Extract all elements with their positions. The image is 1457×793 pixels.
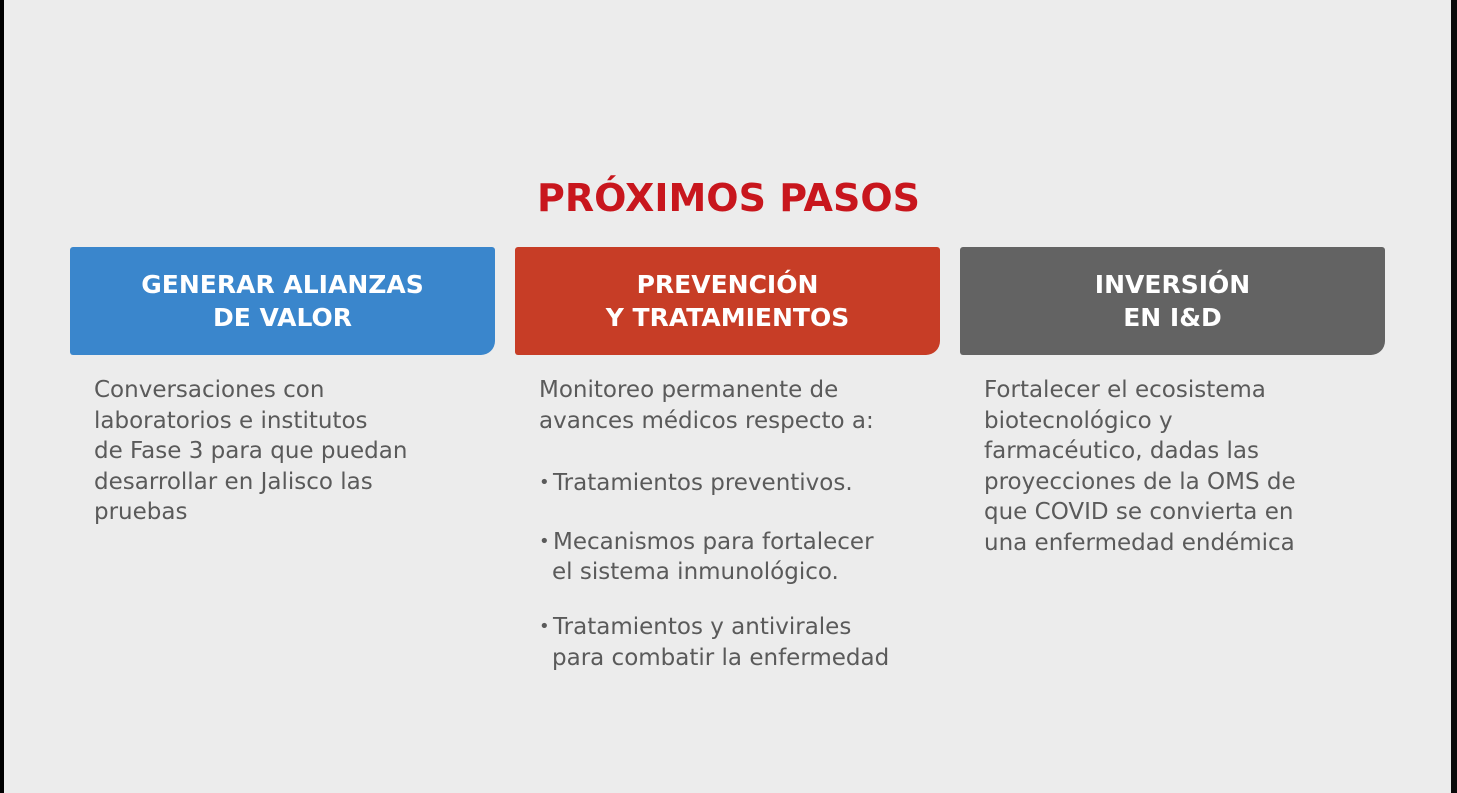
bullet-line: • Mecanismos para fortalecer: [539, 527, 939, 558]
body-line: Monitoreo permanente de: [539, 377, 839, 403]
body-line: avances médicos respecto a:: [539, 407, 874, 434]
body-line: biotecnológico y: [984, 407, 1173, 434]
card-header-line: Y TRATAMIENTOS: [605, 303, 850, 332]
card-header-line: DE VALOR: [212, 303, 353, 332]
card-header-alianzas: [70, 247, 495, 355]
card-body-prevencion: [539, 375, 939, 673]
card-header-inversion: [960, 247, 1385, 355]
bullet-line: • Tratamientos preventivos.: [539, 468, 939, 499]
body-line: desarrollar en Jalisco las: [94, 468, 373, 495]
bullet-item: [539, 612, 939, 673]
body-line: de Fase 3 para que puedan: [94, 438, 408, 465]
bullet-item: [539, 468, 939, 499]
body-line: Fortalecer el ecosistema: [984, 377, 1266, 403]
bullet-line: para combatir la enfermedad: [552, 644, 890, 671]
body-line: que COVID se convierta en: [984, 499, 1294, 526]
body-line: laboratorios e institutos: [94, 407, 368, 434]
card-body-inversion: [984, 375, 1404, 559]
card-header-line: INVERSIÓN: [1094, 270, 1251, 299]
body-line: una enfermedad endémica: [984, 529, 1295, 556]
card-header-prevencion: [515, 247, 940, 355]
frame-edge: [1451, 0, 1457, 793]
body-line: Conversaciones con: [94, 377, 325, 403]
body-line: pruebas: [94, 499, 188, 526]
bullet-line: • Tratamientos y antivirales: [539, 612, 939, 643]
slide-title: PRÓXIMOS PASOS: [536, 176, 921, 220]
card-header-line: GENERAR ALIANZAS: [141, 270, 424, 299]
bullet-line: el sistema inmunológico.: [552, 559, 839, 586]
body-line: farmacéutico, dadas las: [984, 438, 1260, 465]
bullet-item: [539, 527, 939, 588]
body-line: proyecciones de la OMS de: [984, 468, 1296, 495]
card-header-line: EN I&D: [1123, 303, 1222, 332]
card-body-alianzas: [94, 375, 484, 528]
card-header-line: PREVENCIÓN: [636, 270, 819, 299]
